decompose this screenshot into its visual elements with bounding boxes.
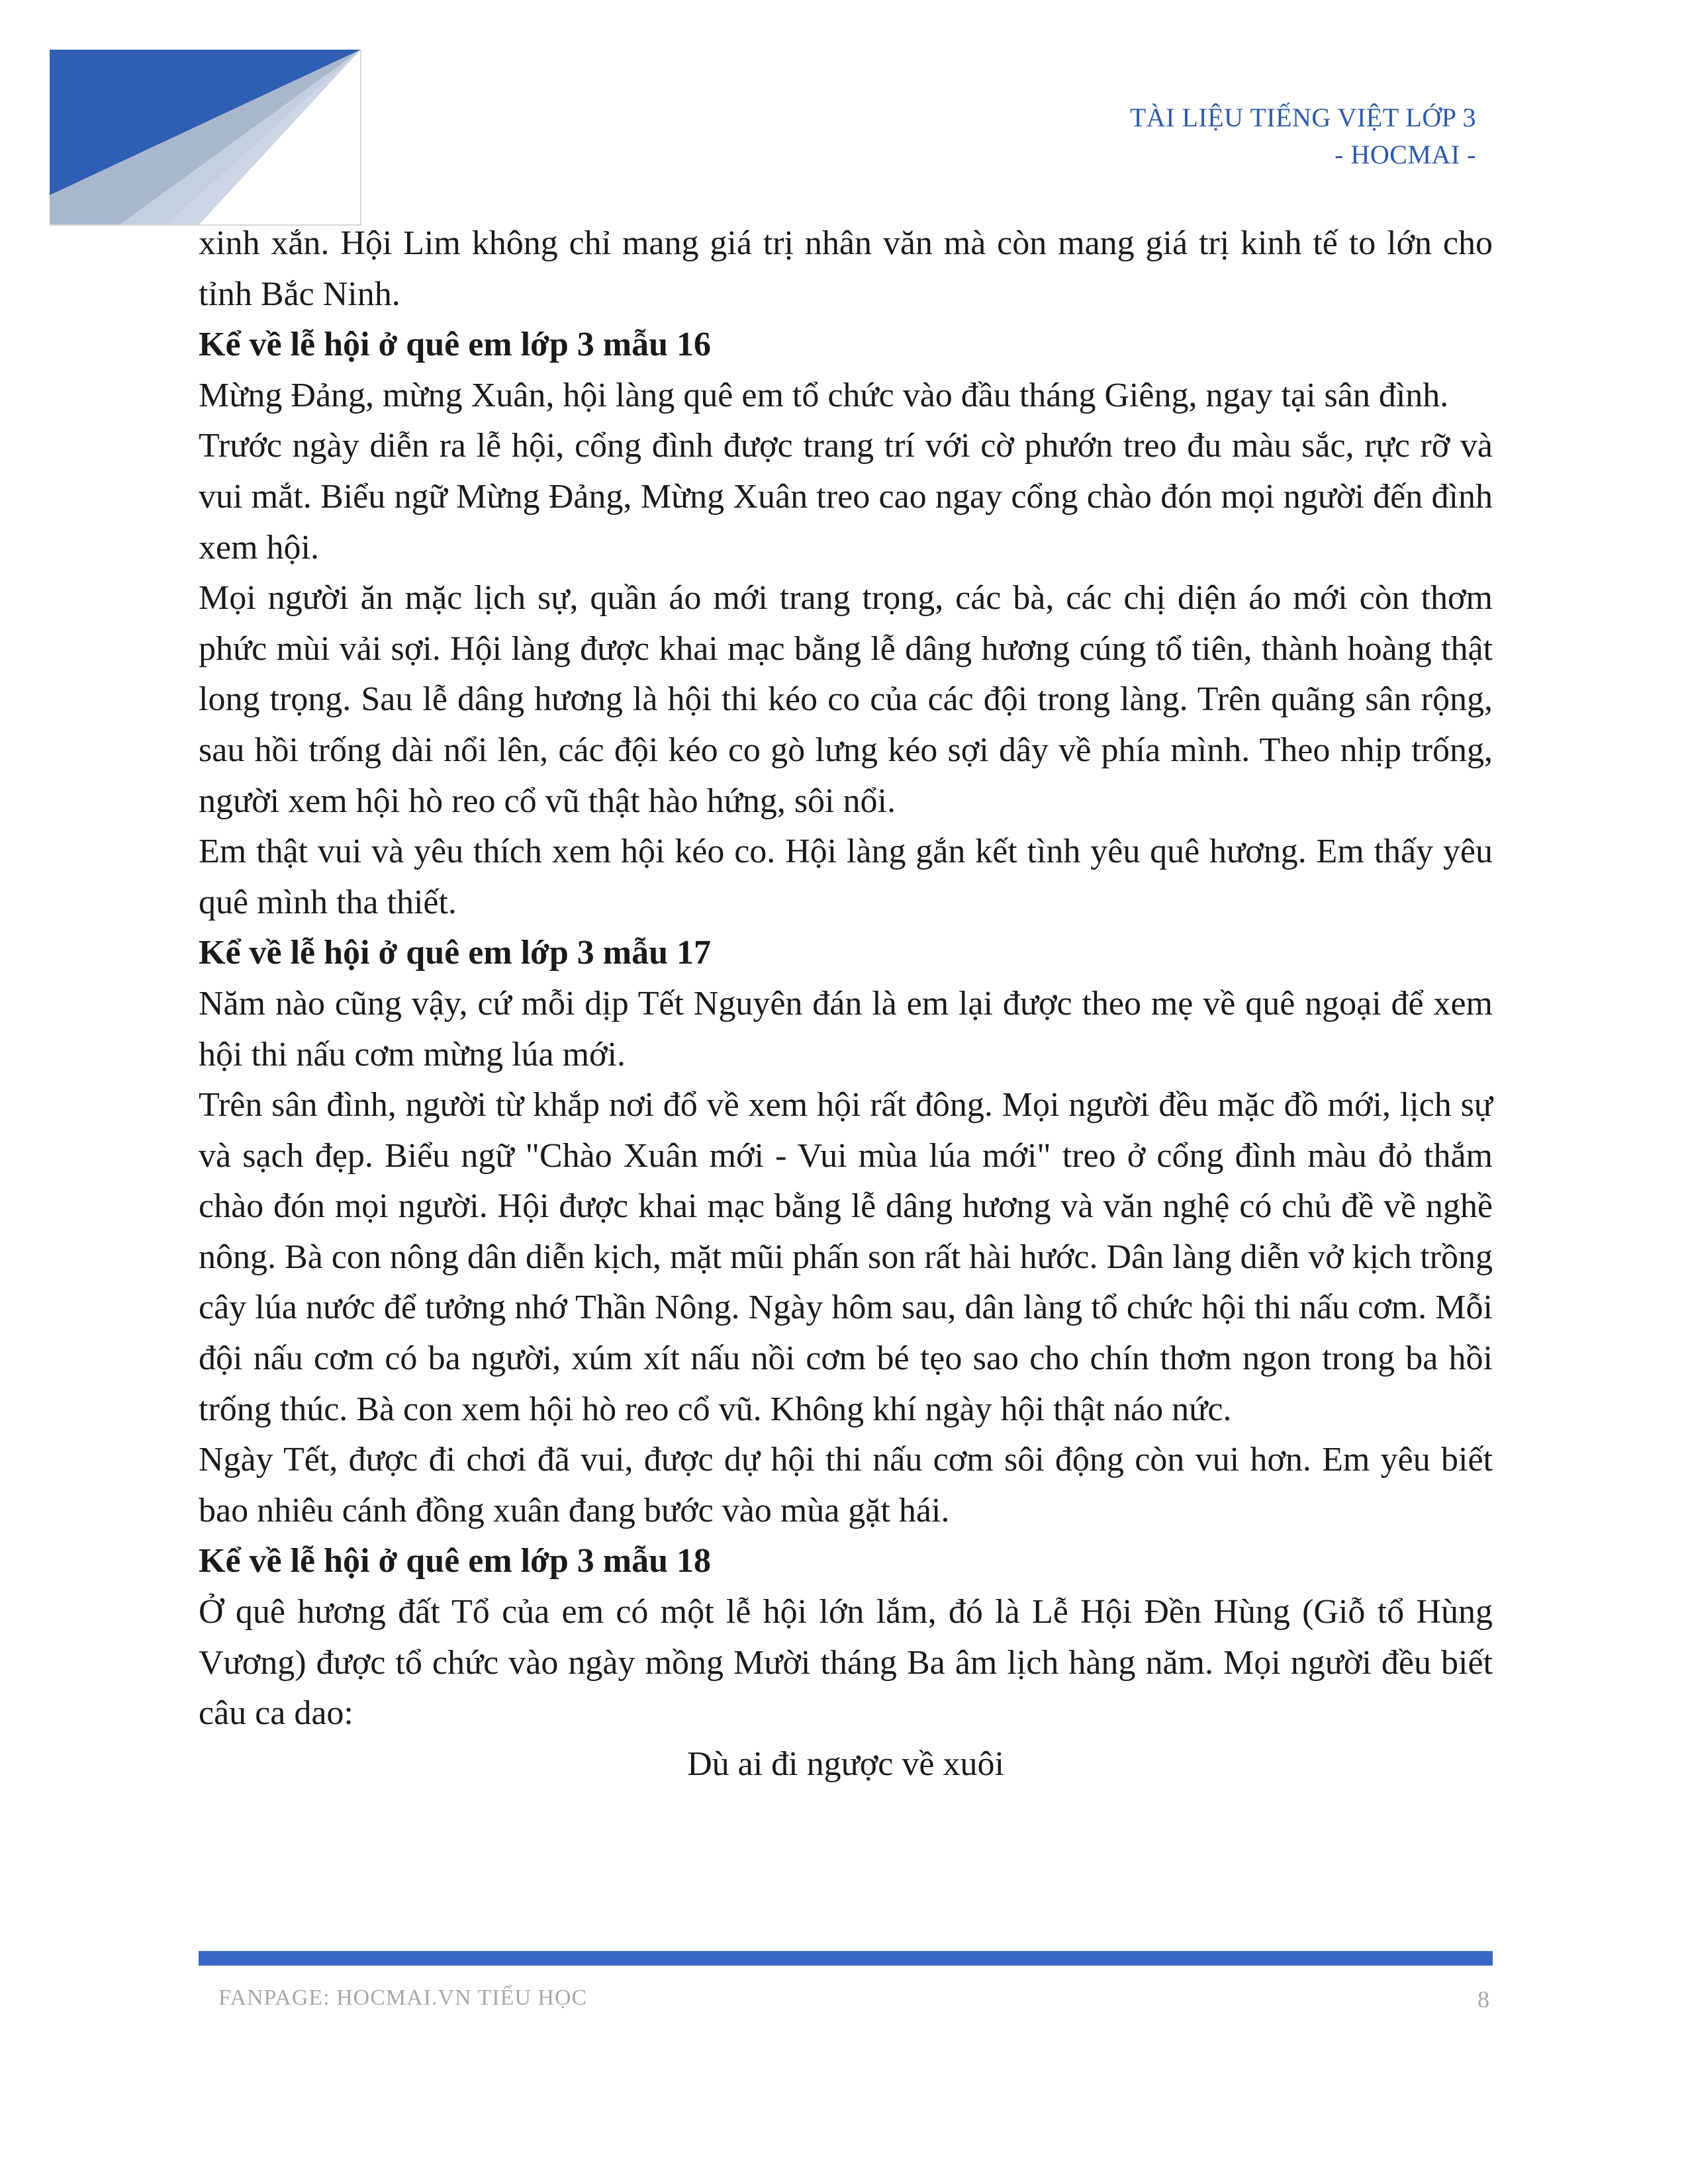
paragraph: Ngày Tết, được đi chơi đã vui, được dự hội thi nấu cơm sôi động còn vui hơn. Em yêu biết bao nhiêu cánh đồng xuân đang bước vào mùa gặt hái. (199, 1441, 1493, 1529)
paragraph: Em thật vui và yêu thích xem hội kéo co. Hội làng gắn kết tình yêu quê hương. Em thấy yêu quê mình tha thiết. (199, 833, 1493, 921)
paragraph: Năm nào cũng vậy, cứ mỗi dịp Tết Nguyên đán là em lại được theo mẹ về quê ngoại để xem hội thi nấu cơm mừng lúa mới. (199, 984, 1493, 1073)
section-heading-18: Kể về lễ hội ở quê em lớp 3 mẫu 18 (199, 1542, 712, 1580)
section-heading-16: Kể về lễ hội ở quê em lớp 3 mẫu 16 (199, 326, 712, 364)
paragraph: Mọi người ăn mặc lịch sự, quần áo mới trang trọng, các bà, các chị diện áo mới còn thơm phức mùi vải sợi. Hội làng được khai mạc bằng lễ dâng hương cúng tổ tiên, thành hoàng thật long trọng. Sau lễ dâng hương là hội thi kéo co của các đội trong làng. Trên quãng sân rộng, sau hồi trống dài nổi lên, các đội kéo co gò lưng kéo sợi dây về phía mình. Theo nhịp trống, người xem hội hò reo cổ vũ thật hào hứng, sôi nổi. (199, 579, 1493, 820)
corner-decoration (0, 0, 397, 238)
header-title-line2: - HOCMAI - (1335, 140, 1476, 169)
paragraph: Trên sân đình, người từ khắp nơi đổ về xem hội rất đông. Mọi người đều mặc đồ mới, lịch sự và sạch đẹp. Biểu ngữ "Chào Xuân mới - Vui mùa lúa mới" treo ở cổng đình màu đỏ thắm chào đón mọi người. Hội được khai mạc bằng lễ dâng hương và văn nghệ có chủ đề về nghề nông. Bà con nông dân diễn kịch, mặt mũi phấn son rất hài hước. Dân làng diễn vở kịch trồng cây lúa nước để tưởng nhớ Thần Nông. Ngày hôm sau, dân làng tổ chức hội thi nấu cơm. Mỗi đội nấu cơm có ba người, xúm xít nấu nồi cơm bé tẹo sao cho chín thơm ngon trong ba hồi trống thúc. Bà con xem hội hò reo cổ vũ. Không khí ngày hội thật náo nức. (199, 1086, 1493, 1428)
paragraph: Trước ngày diễn ra lễ hội, cổng đình được trang trí với cờ phướn treo đu màu sắc, rực rỡ và vui mắt. Biểu ngữ Mừng Đảng, Mừng Xuân treo cao ngay cổng chào đón mọi người đến đình xem hội. (199, 427, 1493, 567)
verse-line: Dù ai đi ngược về xuôi (687, 1745, 1004, 1783)
header-title-line1: TÀI LIỆU TIẾNG VIỆT LỚP 3 (1129, 103, 1476, 132)
footer-fanpage: FANPAGE: HOCMAI.VN TIỂU HỌC (218, 1985, 588, 2010)
paragraph: Mừng Đảng, mừng Xuân, hội làng quê em tổ chức vào đầu tháng Giêng, ngay tại sân đình. (199, 376, 1449, 414)
paragraph: xinh xắn. Hội Lim không chỉ mang giá trị nhân văn mà còn mang giá trị kinh tế to lớn cho tỉnh Bắc Ninh. (199, 224, 1493, 313)
page-number: 8 (1477, 1986, 1489, 2013)
paragraph: Ở quê hương đất Tổ của em có một lễ hội lớn lắm, đó là Lễ Hội Đền Hùng (Giỗ tổ Hùng Vương) được tổ chức vào ngày mồng Mười tháng Ba âm lịch hàng năm. Mọi người đều biết câu ca dao: (199, 1593, 1493, 1733)
footer-divider (199, 1951, 1493, 1966)
section-heading-17: Kể về lễ hội ở quê em lớp 3 mẫu 17 (199, 934, 712, 972)
document-header (1130, 99, 1476, 173)
document-body (199, 218, 1493, 1790)
